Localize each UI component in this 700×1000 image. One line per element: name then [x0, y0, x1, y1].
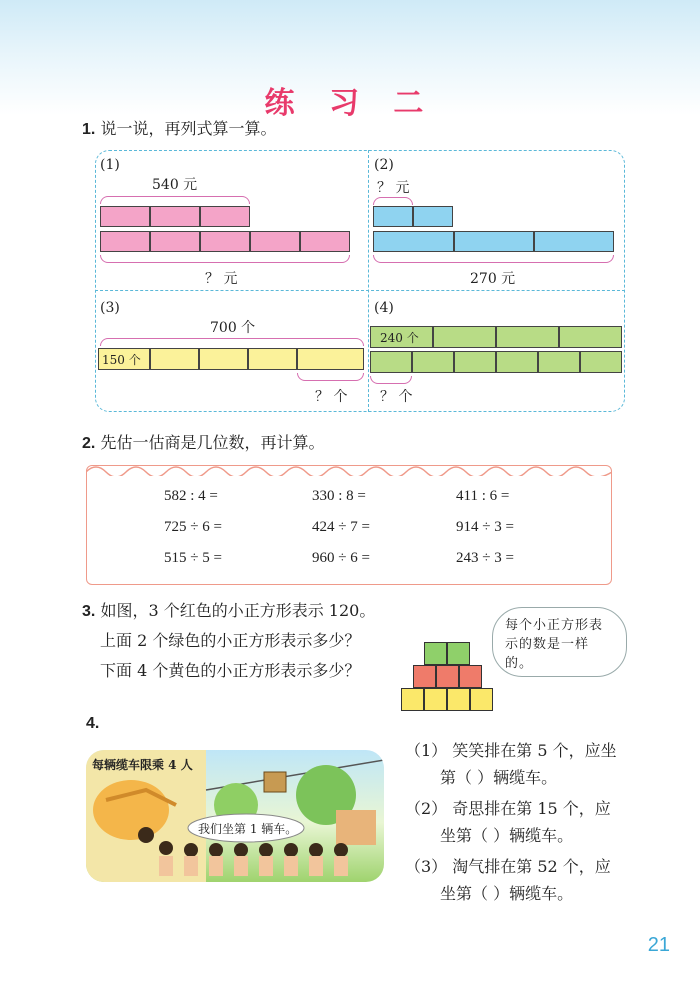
diagram-2-bar-segment: [373, 206, 413, 227]
diagram-1-bar-segment: [150, 206, 200, 227]
diagram-4-bar-segment: [433, 326, 496, 348]
question-4-number: [86, 712, 99, 735]
hint-speech-bubble: 每个小正方形表示的数是一样的。: [492, 607, 627, 677]
question-number: 4.: [86, 715, 100, 732]
page-title: 练 习 二: [264, 86, 436, 121]
expression: 424 ÷ 7 =: [312, 519, 370, 535]
diagram-2-top-brace: [373, 197, 413, 205]
diagram-3-bottom-brace: [297, 373, 364, 381]
diagram-4-bar-segment: [412, 351, 454, 373]
yellow-square: [424, 688, 447, 711]
diagram-3-bar-segment: [150, 348, 199, 370]
yellow-square: [447, 688, 470, 711]
diagram-1-bottom-brace: [100, 255, 350, 263]
question-2: [82, 432, 324, 455]
red-square: [436, 665, 459, 688]
sub-label-1: (1): [100, 157, 120, 173]
diagram-1-bar-segment: [100, 231, 150, 252]
diagram-1-bottom-value: ？ 元: [205, 271, 238, 287]
diagram-4-bar-segment: [496, 351, 538, 373]
sub-question-3-line-1: （3） 淘气排在第 52 个，应: [405, 857, 611, 876]
diagram-1-bar-segment: [300, 231, 350, 252]
cable-car-sign: 每辆缆车限乘 4 人: [92, 758, 193, 772]
sub-question-2-line-1: （2） 奇思排在第 15 个，应: [405, 799, 611, 818]
diagram-4-bar-segment: [538, 351, 580, 373]
page-number: 21: [647, 934, 670, 956]
expression: 582 : 4 =: [164, 488, 218, 504]
diagram-2-bar-segment: [373, 231, 454, 252]
diagram-1-top-value: 540 元: [152, 177, 198, 193]
sub-label-4: (4): [374, 300, 394, 316]
green-square: [424, 642, 447, 665]
diagram-4-bar-segment: [454, 351, 496, 373]
question-3-line-2: 上面 2 个绿色的小正方形表示多少？: [100, 631, 361, 650]
red-square: [459, 665, 482, 688]
diagram-3-bar-segment: [297, 348, 364, 370]
question-text: 说一说，再列式算一算。: [100, 119, 277, 138]
diagram-3-bar-segment: [199, 348, 248, 370]
cable-car-illustration: [86, 750, 384, 882]
expression: 725 ÷ 6 =: [164, 519, 222, 535]
diagram-4-bottom-value: ？ 个: [380, 389, 413, 405]
expression: 960 ÷ 6 =: [312, 550, 370, 566]
yellow-square: [401, 688, 424, 711]
panel-divider-horizontal: [95, 290, 625, 291]
diagram-1-bar-segment: [200, 206, 250, 227]
green-square: [447, 642, 470, 665]
diagram-1-bar-segment: [150, 231, 200, 252]
diagram-4-bottom-brace: [370, 376, 412, 384]
diagram-1-bar-segment: [100, 206, 150, 227]
diagram-2-bottom-brace: [373, 255, 614, 263]
diagram-1-bar-segment: [200, 231, 250, 252]
box-scalloped-edge: [86, 462, 612, 476]
diagram-2-bar-segment: [534, 231, 614, 252]
question-3: [82, 600, 375, 623]
sub-question-1-line-2: 第（ ）辆缆车。: [440, 768, 558, 787]
diagram-4-bar-segment: [580, 351, 622, 373]
question-number: 1.: [82, 121, 96, 138]
diagram-2-bar-segment: [454, 231, 534, 252]
diagram-2-top-value: ？ 元: [377, 180, 410, 196]
red-square: [413, 665, 436, 688]
expression: 411 : 6 =: [456, 488, 510, 504]
sub-question-3-line-2: 坐第（ ）辆缆车。: [440, 884, 574, 903]
expression: 914 ÷ 3 =: [456, 519, 514, 535]
child-speech-bubble: 我们坐第 1 辆车。: [198, 822, 298, 836]
sub-label-3: (3): [100, 300, 120, 316]
yellow-square: [470, 688, 493, 711]
expression: 330 : 8 =: [312, 488, 366, 504]
diagram-3-top-brace: [100, 338, 364, 346]
diagram-3-top-value: 700 个: [210, 320, 256, 336]
diagram-4-bar-value: 240 个: [380, 331, 419, 345]
question-text: 先估一估商是几位数，再计算。: [100, 433, 325, 452]
question-number: 3.: [82, 603, 96, 620]
diagram-3-bar-segment: [248, 348, 297, 370]
diagram-4-bar-segment: [559, 326, 622, 348]
question-3-line-3: 下面 4 个黄色的小正方形表示多少？: [100, 661, 361, 680]
diagram-4-bar-segment: [496, 326, 559, 348]
question-number: 2.: [82, 435, 96, 452]
panel-divider-vertical: [368, 150, 369, 412]
sub-label-2: (2): [374, 157, 394, 173]
diagram-1-top-brace: [100, 196, 250, 204]
diagram-3-bar-value: 150 个: [102, 353, 141, 367]
diagram-3-bottom-value: ？ 个: [315, 389, 348, 405]
question-text: 如图，3 个红色的小正方形表示 120。: [100, 601, 376, 620]
expression: 243 ÷ 3 =: [456, 550, 514, 566]
sub-question-1-line-1: （1） 笑笑排在第 5 个，应坐: [405, 741, 617, 760]
expression: 515 ÷ 5 =: [164, 550, 222, 566]
sub-question-2-line-2: 坐第（ ）辆缆车。: [440, 826, 574, 845]
diagram-2-bar-segment: [413, 206, 453, 227]
diagram-2-bottom-value: 270 元: [470, 271, 516, 287]
diagram-4-bar-segment: [370, 351, 412, 373]
question-1: [82, 118, 276, 141]
diagram-1-bar-segment: [250, 231, 300, 252]
